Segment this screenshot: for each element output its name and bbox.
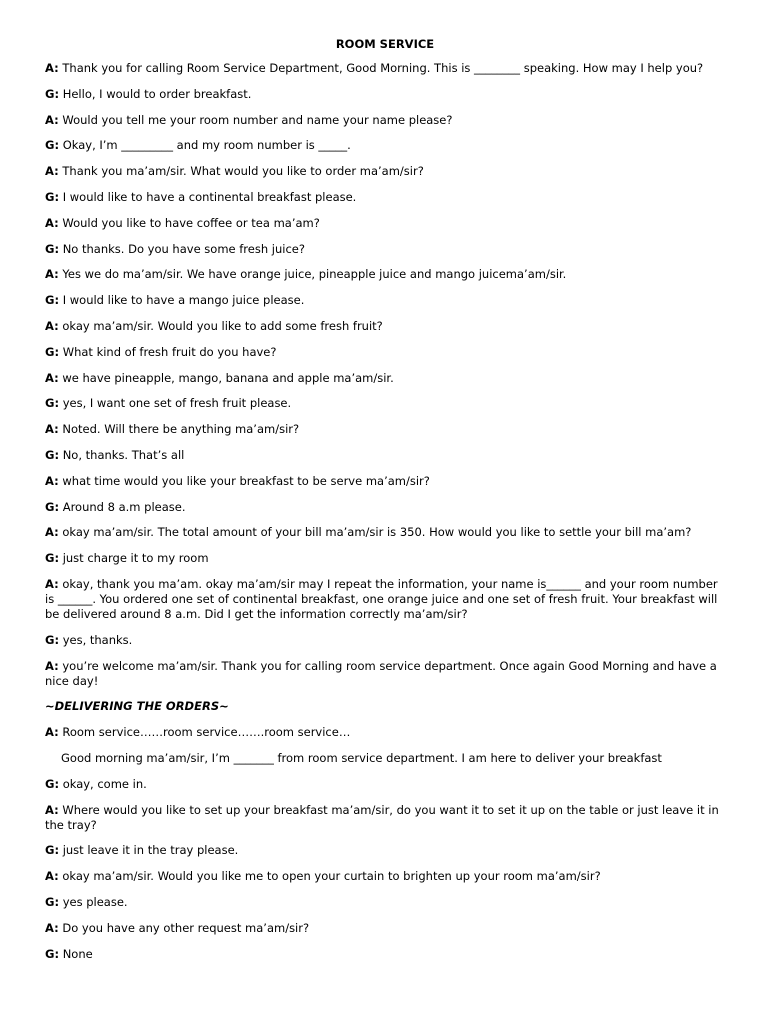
speaker-label: A:: [45, 215, 59, 230]
line-text: No, thanks. That’s all: [62, 447, 185, 462]
dialogue-line: [45, 164, 725, 179]
dialogue-line: [45, 895, 725, 910]
dialogue-line: [45, 633, 725, 648]
dialogue-line: [45, 947, 725, 962]
speaker-label: A:: [45, 869, 59, 884]
speaker-label: G:: [45, 776, 60, 791]
dialogue-line: [45, 319, 725, 334]
speaker-label: A:: [45, 61, 59, 75]
line-text: you’re welcome ma’am/sir. Thank you for calling room service department. Once again Good Morning and have a nice day!: [45, 658, 717, 688]
dialogue-line: [45, 422, 725, 437]
speaker-label: G:: [45, 946, 60, 961]
speaker-label: A:: [45, 525, 59, 540]
speaker-label: A:: [45, 658, 59, 673]
line-text: just leave it in the tray please.: [62, 843, 239, 858]
line-text: None: [62, 946, 93, 961]
speaker-label: G:: [45, 138, 60, 153]
dialogue-line: [45, 843, 725, 858]
speaker-label: G:: [45, 499, 60, 514]
speaker-label: A:: [45, 267, 59, 282]
line-text: Room service……room service…….room service…: [62, 725, 351, 740]
dialogue-line: [45, 777, 725, 792]
speaker-label: G:: [45, 551, 60, 566]
line-text: Around 8 a.m please.: [62, 499, 186, 514]
line-text: Good morning ma’am/sir, I’m _______ from room service department. I am here to deliver your breakfast: [61, 750, 662, 765]
line-text: Would you tell me your room number and name your name please?: [62, 112, 453, 127]
speaker-label: A:: [45, 920, 59, 935]
document-title: ROOM SERVICE: [335, 37, 435, 51]
line-text: okay ma’am/sir. The total amount of your bill ma’am/sir is 350. How would you like to settle your bill ma’am?: [62, 525, 692, 540]
dialogue-line: [45, 267, 725, 282]
dialogue-line: [45, 803, 725, 833]
dialogue-line: [45, 190, 725, 205]
line-text: okay ma’am/sir. Would you like to add some fresh fruit?: [62, 318, 383, 333]
dialogue-line: [45, 113, 725, 128]
dialogue-line: [45, 371, 725, 386]
section-heading: ~DELIVERING THE ORDERS~: [45, 699, 229, 714]
dialogue-line: [45, 725, 725, 740]
dialogue-line: [45, 577, 725, 622]
dialogue-line: [45, 216, 725, 231]
line-text: we have pineapple, mango, banana and apple ma’am/sir.: [62, 370, 394, 385]
speaker-label: G:: [45, 293, 60, 308]
dialogue-line: [45, 869, 725, 884]
speaker-label: A:: [45, 112, 59, 127]
line-text: Do you have any other request ma’am/sir?: [62, 920, 310, 935]
line-text: yes, I want one set of fresh fruit please.: [62, 396, 292, 411]
line-text: what time would you like your breakfast to be serve ma’am/sir?: [62, 473, 430, 488]
line-text: Yes we do ma’am/sir. We have orange juice, pineapple juice and mango juicema’am/sir.: [62, 267, 567, 282]
speaker-label: A:: [45, 473, 59, 488]
line-text: just charge it to my room: [62, 551, 209, 566]
dialogue-line: [45, 138, 725, 153]
document-page: [45, 37, 725, 972]
dialogue-line: [45, 61, 725, 76]
dialogue-line: [45, 87, 725, 102]
speaker-label: G:: [45, 344, 60, 359]
speaker-label: A:: [45, 164, 59, 179]
dialogue-line: [45, 921, 725, 936]
line-text: Thank you ma’am/sir. What would you like to order ma’am/sir?: [62, 164, 424, 179]
speaker-label: G:: [45, 894, 60, 909]
line-text: I would like to have a mango juice please.: [62, 293, 305, 308]
speaker-label: A:: [45, 422, 59, 437]
speaker-label: G:: [45, 241, 60, 256]
speaker-label: G:: [45, 396, 60, 411]
line-text: Thank you for calling Room Service Department, Good Morning. This is ________ speaking. How may I help you?: [62, 61, 704, 75]
speaker-label: A:: [45, 370, 59, 385]
line-text: I would like to have a continental breakfast please.: [62, 189, 357, 204]
dialogue-section-delivery: [45, 725, 725, 961]
line-text: yes please.: [62, 894, 128, 909]
dialogue-line: [45, 242, 725, 257]
line-text: Noted. Will there be anything ma’am/sir?: [62, 422, 300, 437]
dialogue-line: [45, 396, 725, 411]
line-text: okay, thank you ma’am. okay ma’am/sir may I repeat the information, your name is______ and your room number is ______. You ordered one set of continental breakfast, one orange juice and one set of fresh fruit. Your breakfast will be delivered around 8 a.m. Did I get the information correctly ma’am/sir?: [45, 576, 718, 621]
line-text: Okay, I’m _________ and my room number is _____.: [62, 138, 351, 153]
dialogue-line: [45, 500, 725, 515]
dialogue-section-order: [45, 61, 725, 689]
dialogue-line: [45, 474, 725, 489]
speaker-label: G:: [45, 843, 60, 858]
dialogue-line: [45, 525, 725, 540]
speaker-label: A:: [45, 318, 59, 333]
line-text: Hello, I would to order breakfast.: [62, 86, 252, 101]
line-text: okay ma’am/sir. Would you like me to open your curtain to brighten up your room ma’am/sir?: [62, 869, 601, 884]
line-text: Would you like to have coffee or tea ma’am?: [62, 215, 320, 230]
line-text: No thanks. Do you have some fresh juice?: [62, 241, 305, 256]
line-text: Where would you like to set up your breakfast ma’am/sir, do you want it to set it up on the table or just leave it in the tray?: [45, 802, 719, 832]
speaker-label: G:: [45, 189, 60, 204]
speaker-label: A:: [45, 802, 59, 817]
dialogue-line: [45, 659, 725, 689]
dialogue-line: [45, 448, 725, 463]
dialogue-line: [45, 293, 725, 308]
speaker-label: G:: [45, 86, 60, 101]
line-text: yes, thanks.: [62, 632, 133, 647]
dialogue-line: [45, 345, 725, 360]
speaker-label: G:: [45, 632, 60, 647]
speaker-label: G:: [45, 447, 60, 462]
line-text: okay, come in.: [62, 776, 147, 791]
speaker-label: A:: [45, 725, 59, 740]
speaker-label: A:: [45, 576, 59, 591]
line-text: What kind of fresh fruit do you have?: [62, 344, 277, 359]
dialogue-line: [45, 751, 725, 766]
dialogue-line: [45, 551, 725, 566]
